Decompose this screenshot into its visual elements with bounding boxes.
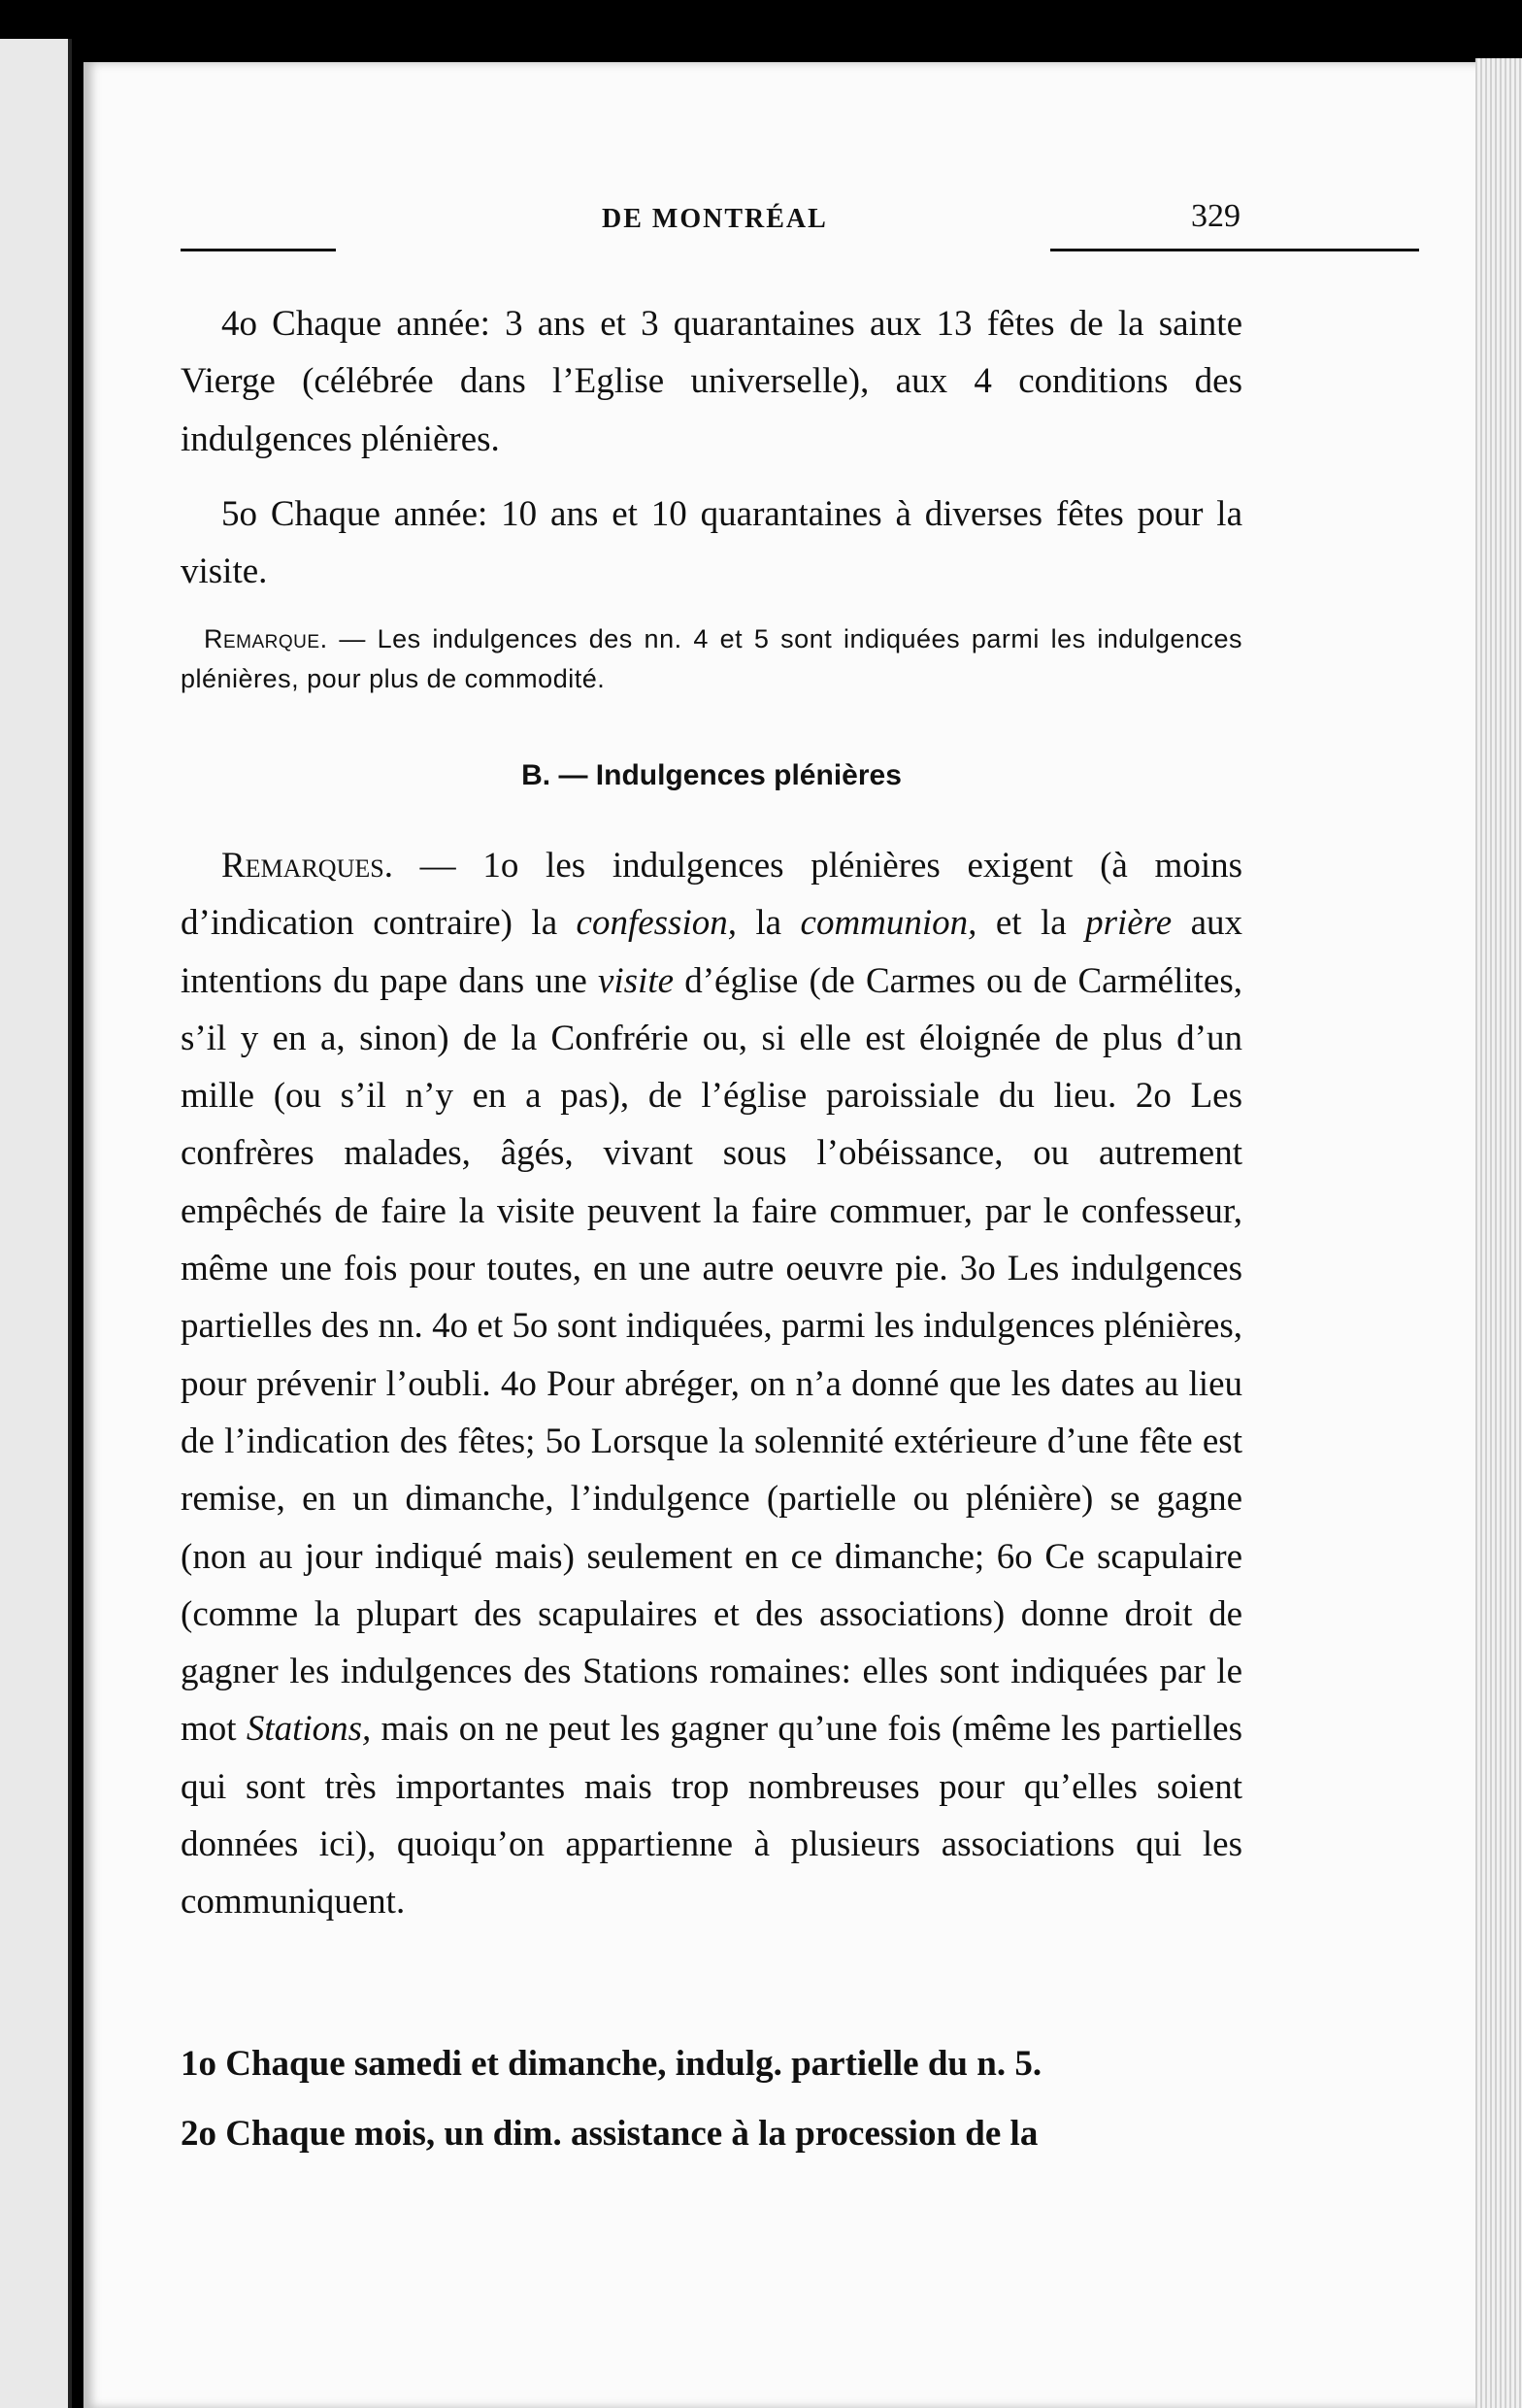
- page-stack-edge: [1475, 58, 1522, 2408]
- paragraph-5o: 5o Chaque année: 10 ans et 10 quarantaines à diverses fêtes pour la visite.: [181, 494, 1242, 592]
- remarques-text-5: d’église (de Carmes ou de Carmélites, s’il y en a, sinon) de la Confrérie ou, si elle est éloignée de plus d’un mille (ou s’il n’y en a pas), de l’église paroissiale du lieu. 2o Les confrères malades, âgés, vivant sous l’obéissance, ou autrement empêchés de faire la visite peuvent la faire commuer, par le confesseur, même une fois pour toutes, en une autre oeuvre pie. 3o Les indulgences partielles des nn. 4o et 5o sont indiquées, parmi les indulgences plénières, pour prévenir l’oubli. 4o Pour abréger, on n’a donné que les dates au lieu de l’indication des fêtes; 5o Lorsque la solennité extérieure d’une fête est remise, en un dimanche, l’indulgence (partielle ou plénière) se gagne (non au jour indiqué mais) seulement en ce dimanche; 6o Ce scapulaire (comme la plupart des scapulaires et des associations) donne droit de gagner les indulgences des Stations romaines: elles sont indiquées par le mot: [181, 960, 1242, 1750]
- remarques-emphasis-1: confession,: [576, 903, 737, 944]
- remarques-emphasis-5: Stations,: [246, 1709, 372, 1750]
- paragraph-4o: 4o Chaque année: 3 ans et 3 quarantaines aux 13 fêtes de la sainte Vierge (célébrée dans l’Eglise universelle), aux 4 conditions des indulgences plénières.: [181, 304, 1242, 459]
- remarques-emphasis-3: prière: [1085, 903, 1173, 944]
- remarques-emphasis-2: communion,: [800, 903, 977, 944]
- remarque-text: — Les indulgences des nn. 4 et 5 sont indiquées parmi les indulgences plénières, pour plus de commodité.: [181, 624, 1242, 693]
- remarques-text-2: la: [736, 903, 801, 944]
- facing-page-edge: [0, 39, 72, 2408]
- remarque-note: [181, 619, 1242, 699]
- remarques-emphasis-4: visite: [597, 960, 675, 1001]
- remarques-text-6: mais on ne peut les gagner qu’une fois (même les partielles qui sont très importantes mais trop nombreuses pour qu’elles soient données ici), quoiqu’on appartienne à plusieurs associations qui les communiquent.: [181, 1709, 1242, 1923]
- remarques-text-1: — 1o les indulgences plénières exigent (à moins d’indication contraire) la: [181, 846, 1242, 944]
- header-rule-right: [1050, 249, 1419, 251]
- running-head: DE MONTRÉAL: [602, 204, 828, 234]
- remarques-text-4: aux intentions du pape dans une: [181, 903, 1242, 1001]
- remarques-paragraph: [181, 837, 1242, 1931]
- page-number: 329: [1191, 198, 1241, 234]
- list-item-1o: 1o Chaque samedi et dimanche, indulg. partielle du n. 5.: [181, 2044, 1042, 2084]
- remarques-text-3: et la: [976, 903, 1086, 944]
- remarque-label: Remarque.: [204, 624, 328, 653]
- section-title: B. — Indulgences plénières: [521, 759, 902, 791]
- page-header: [181, 198, 1241, 262]
- remarques-label: Remarques.: [221, 846, 393, 886]
- list-item-2o: 2o Chaque mois, un dim. assistance à la procession de la: [181, 2114, 1039, 2154]
- header-rule-left: [181, 249, 336, 251]
